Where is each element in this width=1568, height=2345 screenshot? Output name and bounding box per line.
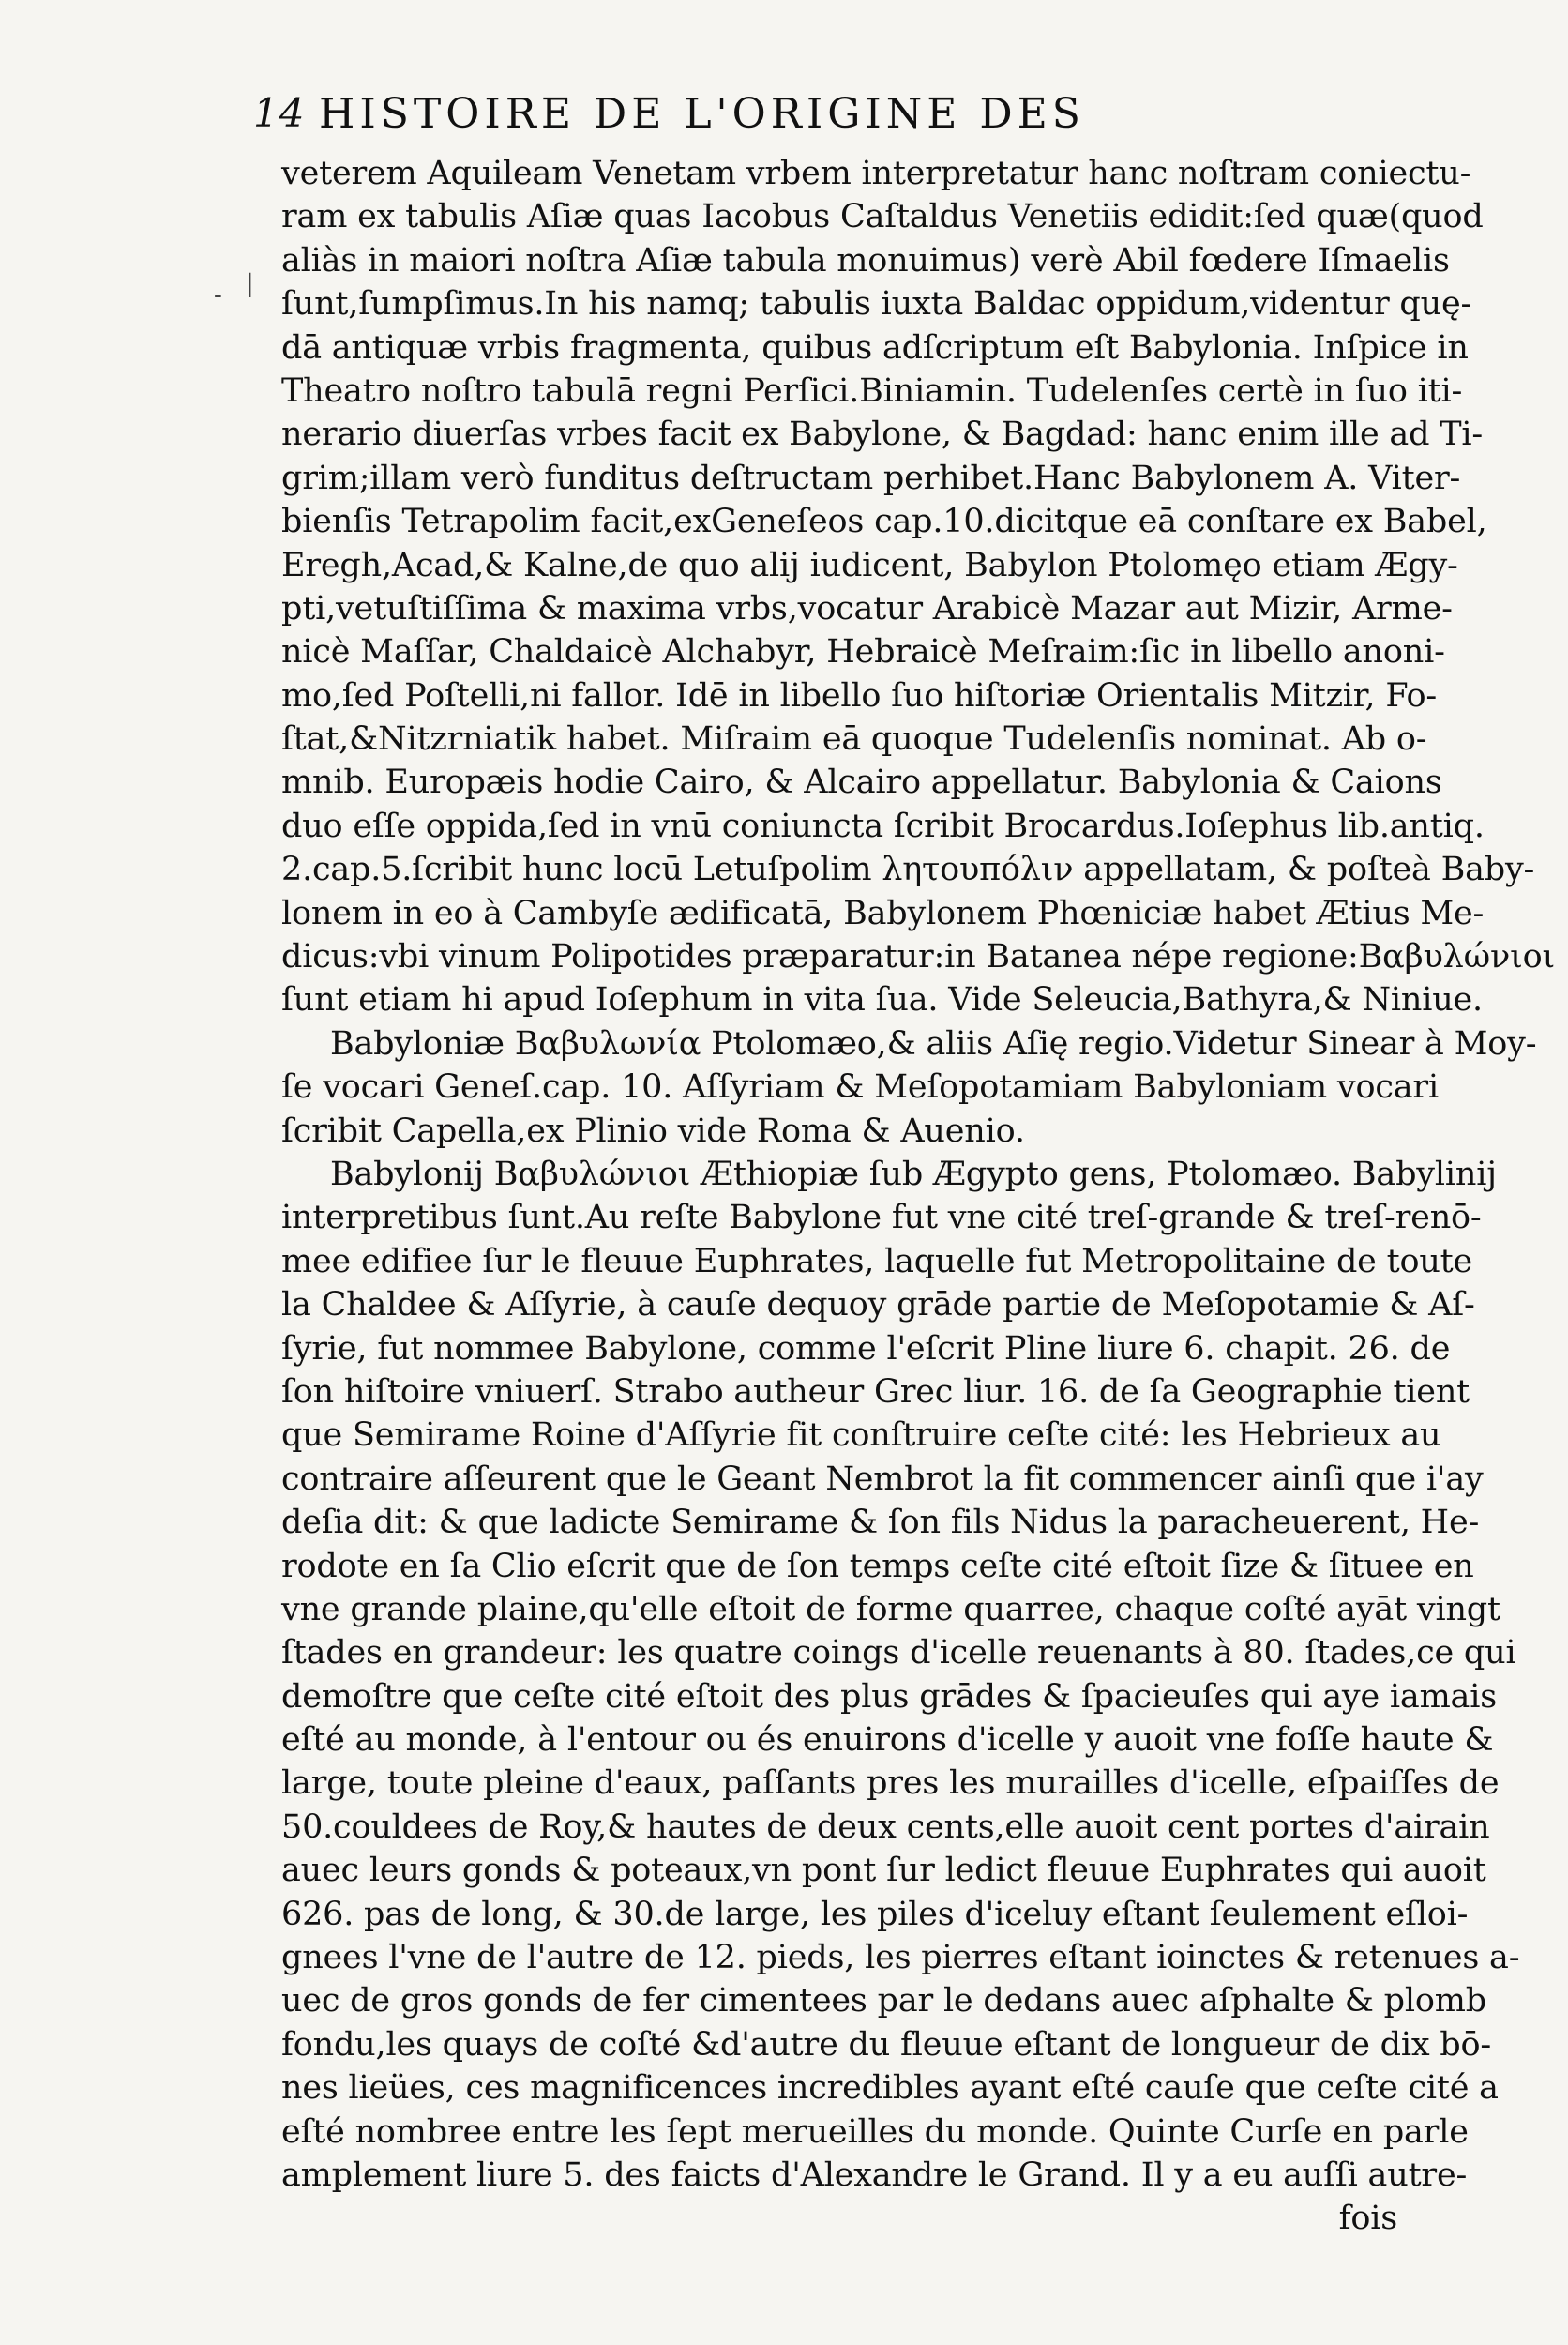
text-line: deſia dit: & que ladicte Semirame & ſon fils Nidus la paracheuerent, He- [281, 1504, 1480, 1542]
text-line: nerario diuerſas vrbes facit ex Babylone, & Bagdad: hanc enim ille ad Ti- [281, 416, 1483, 454]
text-line: dā antiquæ vrbis fragmenta, quibus adſcriptum eſt Babylonia. Inſpice in [281, 328, 1469, 367]
text-line: rodote en ſa Clio eſcrit que de ſon temps ceſte cité eſtoit ſize & ſituee en [281, 1547, 1474, 1585]
text-line: mee edifiee ſur le fleuue Euphrates, laquelle fut Metropolitaine de toute [281, 1242, 1473, 1280]
text-line: nicè Maſſar, Chaldaicè Alchabyr, Hebraicè Meſraim:ſic in libello anoni- [281, 633, 1445, 672]
text-line: vne grande plaine,qu'elle eſtoit de forme quarree, chaque coſté ayāt vingt [281, 1590, 1500, 1628]
text-line: contraire aſſeurent que le Geant Nembrot la fit commencer ainſi que i'ay [281, 1460, 1484, 1498]
text-line: 2.cap.5.ſcribit hunc locū Letuſpolim λητουπόλιν appellatam, & poſteà Baby- [281, 851, 1535, 889]
text-line: lonem in eo à Cambyſe ædificatā, Babylonem Phœniciæ habet Ætius Me- [281, 894, 1485, 932]
text-line: fondu,les quays de coſté &d'autre du fleuue eſtant de longueur de dix bō- [281, 2025, 1492, 2064]
text-line: dicus:vbi vinum Polipotides præparatur:in Batanea népe regione:Βαβυλώνιοι [281, 938, 1555, 976]
header-title: HISTOIRE DE L'ORIGINE DES [319, 90, 1085, 138]
text-line: interpretibus ſunt.Au reſte Babylone fut vne cité treſ-grande & treſ-renō- [281, 1199, 1482, 1237]
text-line: bienſis Tetrapolim facit,exGeneſeos cap.10.dicitque eā conſtare ex Babel, [281, 503, 1487, 541]
body-text [281, 152, 1555, 2241]
text-line: duo eſſe oppida,ſed in vnū coniuncta ſcribit Brocardus.Ioſephus lib.antiq. [281, 807, 1485, 845]
text-line: gnees l'vne de l'autre de 12. pieds, les pierres eſtant ioinctes & retenues a- [281, 1939, 1520, 1977]
text-line: aliàs in maiori noſtra Aſiæ tabula monuimus) verè Abil fœdere Iſmaelis [281, 241, 1450, 280]
text-line: ſon hiſtoire vniuerſ. Strabo autheur Grec liur. 16. de ſa Geographie tient [281, 1372, 1470, 1411]
text-line: Theatro noſtro tabulā regni Perſici.Biniamin. Tudelenſes certè in ſuo iti- [281, 371, 1463, 410]
text-line: ſtat,&Nitzrniatik habet. Miſraim eā quoque Tudelenſis nominat. Ab o- [281, 720, 1427, 759]
text-line: ſunt,ſumpſimus.In his namq; tabulis iuxta Baldac oppidum,videntur quę- [281, 285, 1472, 324]
text-line: uec de gros gonds de fer cimentees par le dedans auec aſphalte & plomb [281, 1982, 1486, 2020]
text-line: large, toute pleine d'eaux, paſſants pres les murailles d'icelle, eſpaiſſes de [281, 1764, 1500, 1803]
text-line: ſtades en grandeur: les quatre coings d'icelle reuenants à 80. ſtades,ce qui [281, 1634, 1516, 1672]
text-line: ſunt etiam hi apud Ioſephum in vita ſua. Vide Seleucia,Bathyra,& Niniue. [281, 981, 1483, 1020]
text-line: que Semirame Roine d'Aſſyrie fit conſtruire ceſte cité: les Hebrieux au [281, 1416, 1441, 1455]
text-line: demoſtre que ceſte cité eſtoit des plus grādes & ſpacieuſes qui aye iamais [281, 1677, 1497, 1716]
text-line: ſyrie, fut nommee Babylone, comme l'eſcrit Pline liure 6. chapit. 26. de [281, 1329, 1451, 1368]
paragraph-start-line: Babyloniæ Βαβυλωνία Ptolomæo,& aliis Aſię regio.Videtur Sinear à Moy- [330, 1024, 1537, 1063]
text-line: pti,vetuſtiſſima & maxima vrbs,vocatur Arabicè Mazar aut Mizir, Arme- [281, 589, 1453, 628]
text-line: ſe vocari Geneſ.cap. 10. Aſſyriam & Meſopotamiam Babyloniam vocari [281, 1068, 1439, 1107]
paragraph-start-line: Babylonij Βαβυλώνιοι Æthiopiæ ſub Ægypto gens, Ptolomæo. Babylinij [330, 1155, 1497, 1193]
text-line: mo,ſed Poſtelli,ni fallor. Idē in libello ſuo hiſtoriæ Orientalis Mitzir, Fo- [281, 676, 1438, 715]
text-line: amplement liure 5. des faicts d'Alexandre le Grand. Il y a eu auſſi autre- [281, 2156, 1468, 2194]
text-line: Eregh,Acad,& Kalne,de quo alij iudicent, Babylon Ptolomęo etiam Ægy- [281, 546, 1458, 584]
catchword: fois [1338, 2200, 1397, 2238]
running-head [253, 90, 1313, 146]
text-line: eſté au monde, à l'entour ou és enuirons d'icelle y auoit vne foſſe haute & [281, 1721, 1494, 1760]
text-line: la Chaldee & Aſſyrie, à cauſe dequoy grāde partie de Meſopotamie & Aſ- [281, 1286, 1475, 1324]
text-line: ram ex tabulis Aſiæ quas Iacobus Caſtaldus Venetiis edidit:ſed quæ(quod [281, 198, 1484, 236]
page-number: 14 [253, 90, 306, 136]
text-line: nes lieües, ces magnificences incredibles ayant eſté cauſe que ceſte cité a [281, 2069, 1499, 2108]
margin-mark: | [246, 270, 254, 298]
text-line: grim;illam verò funditus deſtructam perhibet.Hanc Babylonem A. Viter- [281, 459, 1461, 497]
text-line: 50.couldees de Roy,& hautes de deux cents,elle auoit cent portes d'airain [281, 1808, 1490, 1846]
text-line: mnib. Europæis hodie Cairo, & Alcairo appellatur. Babylonia & Caions [281, 764, 1442, 802]
margin-mark: - [214, 281, 222, 310]
text-line: auec leurs gonds & poteaux,vn pont ſur ledict fleuue Euphrates qui auoit [281, 1852, 1486, 1890]
text-line: veterem Aquileam Venetam vrbem interpretatur hanc noſtram coniectu- [281, 155, 1471, 192]
text-line: eſté nombree entre les ſept merueilles du monde. Quinte Curſe en parle [281, 2112, 1469, 2151]
text-line: ſcribit Capella,ex Plinio vide Roma & Auenio. [281, 1112, 1025, 1150]
text-line: 626. pas de long, & 30.de large, les piles d'iceluy eſtant ſeulement eſloi- [281, 1895, 1469, 1933]
